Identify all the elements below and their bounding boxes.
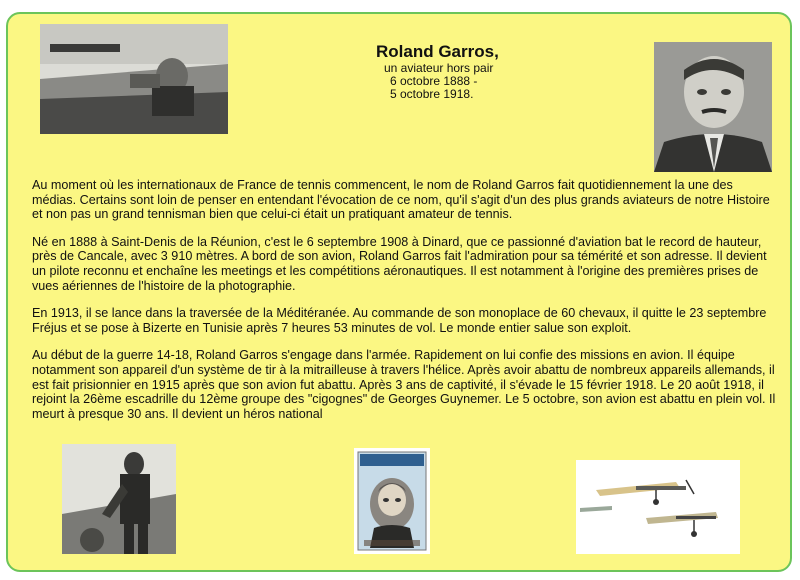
- aviator-photo: [62, 444, 176, 554]
- monoplanes-photo: [576, 460, 740, 554]
- portrait-photo: [654, 42, 772, 172]
- paragraph-war: Au début de la guerre 14-18, Roland Garros s'engage dans l'armée. Rapidement on lui confie des missions en avion. Il équipe notamment son appareil d'un système de tir à la mitrailleuse à travers l'hélice. Après avoir abattu de nombreux appareils allemands, il est fait prisionnier en 1915 après que son avion fut abattu. Après 3 ans de captivité, il s'évade le 15 février 1918. Le 20 août 1918, il rejoint la 26ème escadrille du 12ème groupe des "cigognes" de Georges Guynemer. Le 5 octobre, son avion est abattu en plein vol. Il meurt à presque 30 ans. Il devient un héros national: [32, 348, 776, 421]
- subtitle: un aviateur hors pair: [384, 61, 494, 75]
- biography-text: [32, 178, 776, 421]
- commemorative-stamp: [354, 448, 430, 554]
- paragraph-intro: Au moment où les internationaux de France de tennis commencent, le nom de Roland Garros fait quotidiennement la une des médias. Certains sont loin de penser en entendant l'évocation de ce nom, qu'il s'agit d'un des plus grands aviateurs de notre Histoire et non pas un grand tennisman bien que celui-ci était un pratiquant amateur de tennis.: [32, 178, 770, 222]
- death-date: 5 octobre 1918.: [390, 87, 474, 101]
- title-block: [376, 42, 556, 101]
- cockpit-photo: [40, 24, 228, 134]
- paragraph-mediterranean: En 1913, il se lance dans la traversée de la Méditéranée. Au commande de son monoplace de 60 chevaux, il quitte le 23 septembre Fréjus et se pose à Bizerte en Tunisie après 7 heures 53 minutes de vol. Le monde entier salue son exploit.: [32, 306, 767, 335]
- birth-date: 6 octobre 1888 -: [390, 74, 478, 88]
- page-title: Roland Garros,: [376, 42, 499, 61]
- paragraph-early-life: Né en 1888 à Saint-Denis de la Réunion, c'est le 6 septembre 1908 à Dinard, que ce passionné d'aviation bat le record de hauteur, près de Cancale, avec 3 910 mètres. A bord de son avion, Roland Garros fait l'admiration pour sa témérité et son adresse. Il devient un pilote reconnu et enchaîne les meetings et les compétitions aéronautiques. Il est notamment à l'origine des premières prises de vues aériennes de l'histoire de la photographie.: [32, 234, 767, 293]
